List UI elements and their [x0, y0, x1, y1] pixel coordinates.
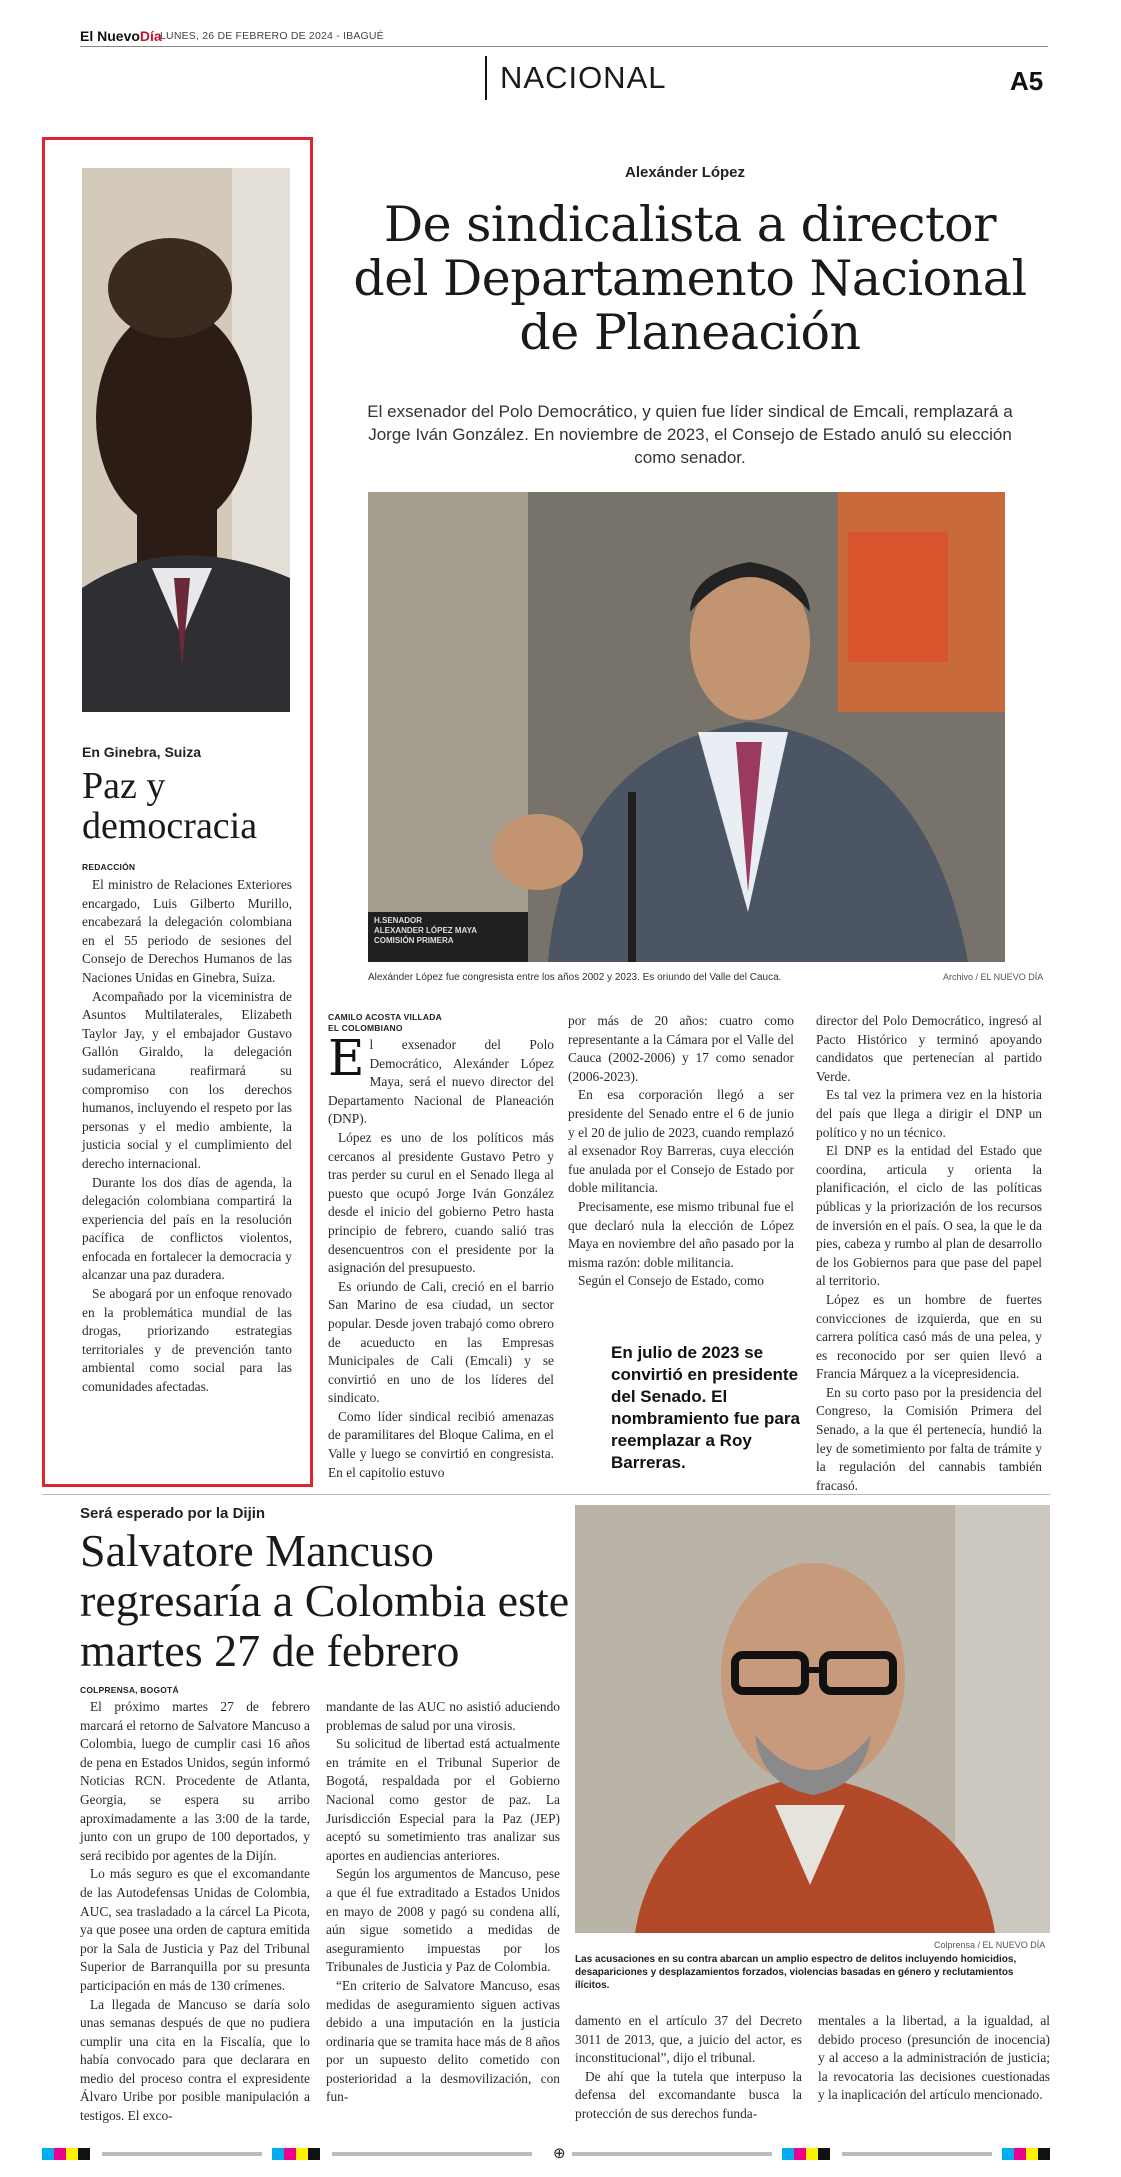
section-rule — [42, 1494, 1050, 1495]
paragraph: Según los argumentos de Mancuso, pese a que él fue extraditado a Estados Unidos en mayo de 2008 y pagó su condena allí, aún sigue sometido a medidas de aseguramiento impuestas por los Tribunales de Justicia y Paz de Colombia. — [326, 1866, 560, 1975]
paragraph: En su corto paso por la presidencia del Congreso, la Comisión Primera del Senado, a la que él pertenecía, hundió la ley de sometimiento por falta de trámite y la regulación del cannabis también fracasó. — [816, 1384, 1042, 1493]
bottom-column-2 — [326, 1698, 560, 2107]
paragraph: López es un hombre de fuertes convicciones de izquierda, que en su carrera política casó más de una pelea, y es reconocido por ser quien llevó a Francia Márquez a la vicepresidencia. — [816, 1291, 1042, 1382]
bottom-photo-credit: Colprensa / EL NUEVO DÍA — [934, 1940, 1046, 1950]
mancuso-photo-illustration — [575, 1505, 1050, 1933]
article-column-3 — [816, 1012, 1042, 1495]
paragraph: El próximo martes 27 de febrero marcará el retorno de Salvatore Mancuso a Colombia, luego de cumplir casi 16 años de pena en Estados Unidos, según informó Noticias RCN. Procedente de Atlanta, Georgia, se espera su arribo aproximadamente a las 3:00 de la tarde, junto con un grupo de 100 deportados, y será recibido por agentes de la Dijín. — [80, 1699, 310, 1863]
article-column-2 — [568, 1012, 794, 1291]
paragraph: La llegada de Mancuso se daría solo unas semanas después de que no pudiera cumplir una cita en la Fiscalía, que lo había convocado para que declarara en medio del proceso contra el expresidente Álvaro Uribe por posible manipulación a testigos. El exco- — [80, 1996, 310, 2124]
nameplate-line: H.SENADOR — [374, 916, 423, 925]
photo-caption: Alexánder López fue congresista entre los años 2002 y 2023. Es oriundo del Valle del Cauca. — [368, 972, 782, 983]
page-number: A5 — [1010, 66, 1044, 96]
paragraph: por más de 20 años: cuatro como representante a la Cámara por el Valle del Cauca (2002-2006) y 17 como senador (2006-2023). — [568, 1013, 794, 1084]
paragraph: Según el Consejo de Estado, como — [578, 1273, 764, 1289]
article-photo — [368, 492, 1005, 962]
section-name: NACIONAL — [500, 60, 667, 95]
bottom-photo-caption: Las acusaciones en su contra abarcan un amplio espectro de delitos incluyendo homicidios, desapariciones y desplazamientos forzados, violencias basadas en género y reclutamientos ilícitos. — [575, 1954, 1017, 1991]
registration-mark-icon: ⊕ — [553, 2144, 566, 2162]
header-rule — [80, 46, 1048, 47]
pull-quote: En julio de 2023 se convirtió en presidente del Senado. El nombramiento fue para reemplazar a Roy Barreras. — [611, 1343, 800, 1472]
article-headline: De sindicalista a director del Departamento Nacional de Planeación — [353, 196, 1027, 361]
date-line: LUNES, 26 DE FEBRERO DE 2024 - IBAGUÉ — [160, 30, 384, 42]
bottom-byline: COLPRENSA, BOGOTÁ — [80, 1685, 179, 1695]
paragraph: Durante los dos días de agenda, la delegación colombiana compartirá la experiencia del país en la resolución pacífica de conflictos violentos, enfocada en fortalecer la democracia y alcanzar una paz duradera. — [82, 1174, 292, 1283]
paragraph: damento en el artículo 37 del Decreto 3011 de 2013, que, a juicio del actor, es inconstitucional”, dijo el tribunal. — [575, 2013, 802, 2066]
bottom-column-4 — [818, 2012, 1050, 2105]
drop-cap: E — [328, 1029, 365, 1087]
logo-main: El Nuevo — [80, 28, 140, 44]
bottom-kicker: Será esperado por la Dijin — [80, 1505, 266, 1522]
registration-color-bar — [42, 2148, 1050, 2160]
article-column-1 — [328, 1029, 554, 1482]
paragraph: “En criterio de Salvatore Mancuso, esas medidas de aseguramiento siguen activas debido a una imputación en la justicia ordinaria que se tramita hace más de 8 años por un supuesto delito cometido con posterioridad a la desmovilización, con fun- — [326, 1977, 560, 2105]
masthead-logo — [80, 28, 162, 44]
senator-photo-illustration — [368, 492, 1005, 962]
nameplate-line: COMISIÓN PRIMERA — [374, 936, 454, 945]
sidebar-body — [82, 876, 292, 1397]
paragraph: De ahí que la tutela que interpuso la defensa del excomandante busca la protección de sus derechos funda- — [575, 2068, 802, 2121]
paragraph: López es uno de los políticos más cercanos al presidente Gustavo Petro y tras perder su curul en el Senado llega al puesto que ocupó Jorge Iván González desde el inicio del gobierno Petro hasta principio de febrero, cuando salió tras desencuentros con el presidente por la asignación del presupuesto. — [328, 1129, 554, 1276]
paragraph: mandante de las AUC no asistió aduciendo problemas de salud por una virosis. — [326, 1699, 560, 1733]
bottom-column-1 — [80, 1698, 310, 2126]
paragraph: Precisamente, ese mismo tribunal fue el que declaró nula la elección de López Maya en noviembre del año pasado por la misma razón: doble militancia. — [568, 1198, 794, 1270]
paragraph: director del Polo Democrático, ingresó al Pacto Histórico y terminó apoyando candidatos que pertenecían al partido Verde. — [816, 1013, 1042, 1084]
paragraph: En esa corporación llegó a ser presidente del Senado entre el 6 de junio y el 20 de julio de 2023, cuando remplazó al exsenador Roy Barreras, cuya elección fue anulada por el Consejo de Estado por doble militancia. — [568, 1087, 794, 1196]
paragraph: l exsenador del Polo Democrático, Alexánder López Maya, será el nuevo director del Departamento Nacional de Planeación (DNP). — [328, 1037, 554, 1127]
sidebar-title: Paz y democracia — [82, 765, 258, 847]
sidebar-byline: REDACCIÓN — [82, 862, 136, 872]
paragraph: Se abogará por un enfoque renovado en la problemática mundial de las drogas, priorizando estrategias territoriales y de prevención tanto ambiental como social para las comunidades afectadas. — [82, 1286, 292, 1395]
photo-credit: Archivo / EL NUEVO DÍA — [943, 972, 1044, 982]
article-kicker: Alexánder López — [625, 164, 746, 181]
paragraph: Acompañado por la viceministra de Asuntos Multilaterales, Elizabeth Taylor Jay, y el embajador Gustavo Gallón Giraldo, la delegación sudamericana reafirmará su compromiso con los derechos humanos, incluyendo el respeto por las personas y el medio ambiente, la justicia social y el cumplimiento del derecho internacional. — [82, 988, 292, 1171]
paragraph: Su solicitud de libertad está actualmente en trámite en el Tribunal Superior de Bogotá, respaldada por el Gobierno Nacional como gestor de paz. La Jurisdicción Especial para la Paz (JEP) aceptó su sometimiento tras analizar sus aportes en audiencias anteriores. — [326, 1736, 560, 1863]
paragraph: Como líder sindical recibió amenazas de paramilitares del Bloque Calima, en el Valle y luego se convirtió en congresista. En el capitolio estuvo — [328, 1408, 554, 1480]
bottom-photo — [575, 1505, 1050, 1933]
byline-name: CAMILO ACOSTA VILLADA — [328, 1012, 442, 1022]
article-subtitle: El exsenador del Polo Democrático, y quien fue líder sindical de Emcali, remplazará a Jorge Iván González. En noviembre de 2023, el Consejo de Estado anuló su elección como senador. — [367, 402, 1013, 467]
bottom-headline: Salvatore Mancuso regresaría a Colombia este martes 27 de febrero — [80, 1525, 570, 1676]
print-color-bar — [42, 2147, 1050, 2159]
logo-accent: Día — [139, 28, 162, 44]
sidebar-photo — [82, 168, 290, 712]
paragraph: Es oriundo de Cali, creció en el barrio San Marino de esa ciudad, un sector popular. Desde joven trabajó como obrero de acueducto en las Empresas Municipales de Cali (Emcali) y se convirtió en uno de los líderes del sindicato. — [328, 1278, 554, 1406]
paragraph: mentales a la libertad, a la igualdad, al debido proceso (presunción de inocencia) y al acceso a la administración de justicia; la revocatoria las decisiones cuestionadas y la inaplicación del artículo mencionado. — [818, 2013, 1050, 2103]
paragraph: El ministro de Relaciones Exteriores encargado, Luis Gilberto Murillo, encabezará la delegación colombiana en el 55 periodo de sesiones del Consejo de Derechos Humanos de las Naciones Unidas en Ginebra, Suiza. — [82, 877, 292, 985]
paragraph: Es tal vez la primera vez en la historia del país que llega a dirigir el DNP un político y no un técnico. — [816, 1087, 1042, 1140]
byline-outlet: EL COLOMBIANO — [328, 1023, 403, 1033]
paragraph: El DNP es la entidad del Estado que coordina, articula y orienta la planificación, el ciclo de las políticas públicas y la priorización de los recursos de inversión en el país. O sea, la que le da pies, cabeza y rumbo al plan de desarrollo de los Gobiernos para que pase del papel al territorio. — [816, 1143, 1042, 1289]
paragraph: Lo más seguro es que el excomandante de las Autodefensas Unidas de Colombia, AUC, sea trasladado a la cárcel La Picota, ya que posee una orden de captura emitida por la Sala de Justicia y Paz del Tribunal Superior de Barranquilla por su presunta participación en más de 130 crímenes. — [80, 1866, 310, 1993]
bottom-column-3 — [575, 2012, 802, 2124]
sidebar-kicker: En Ginebra, Suiza — [82, 744, 202, 760]
portrait-illustration — [82, 168, 290, 712]
section-divider — [485, 56, 487, 100]
nameplate-line: ALEXANDER LÓPEZ MAYA — [374, 926, 477, 935]
